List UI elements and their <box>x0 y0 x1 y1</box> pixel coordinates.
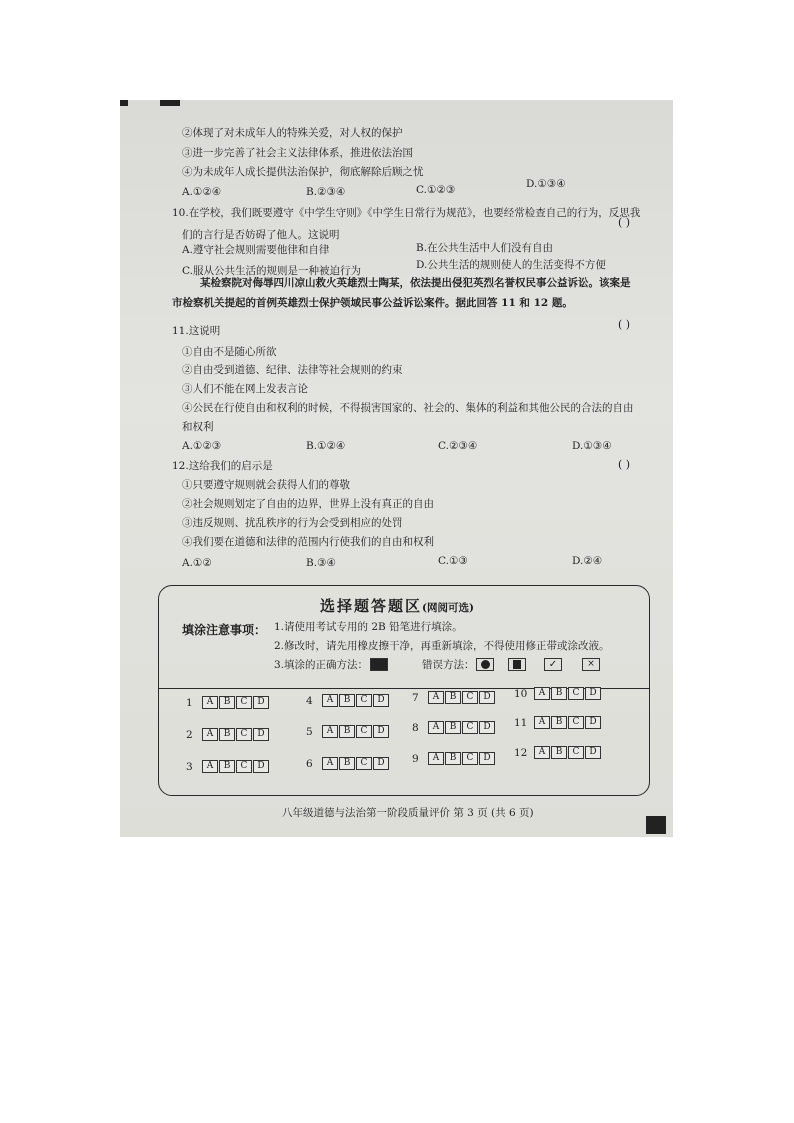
q12-option-3: ③违反规则、扰乱秩序的行为会受到相应的处罚 <box>182 517 403 529</box>
notice-rule-1: 1.请使用考试专用的 2B 铅笔进行填涂。 <box>274 621 463 633</box>
option-b[interactable]: B <box>445 752 461 765</box>
answer-row-1[interactable] <box>186 696 270 709</box>
q12-stem: 12.这给我们的启示是 <box>172 460 273 472</box>
answer-row-5[interactable] <box>306 725 390 738</box>
q12-option-1: ①只要遵守规则就会获得人们的尊敬 <box>182 479 350 491</box>
option-c[interactable]: C <box>568 746 584 759</box>
q10-choice-c: C.服从公共生活的规则是一种被迫行为 <box>182 265 361 277</box>
corner-mark-tl2 <box>160 100 180 106</box>
option-b[interactable]: B <box>219 728 235 741</box>
q12-choice-d: D.②④ <box>572 555 603 567</box>
q9-choice-d: D.①③④ <box>526 178 566 190</box>
answer-number: 8 <box>412 721 419 734</box>
corner-mark-tl1 <box>120 100 128 106</box>
q11-choice-b: B.①②④ <box>306 440 346 452</box>
option-c[interactable]: C <box>568 687 584 700</box>
option-d[interactable]: D <box>585 687 601 700</box>
option-b[interactable]: B <box>339 725 355 738</box>
option-d[interactable]: D <box>373 757 389 770</box>
option-b[interactable]: B <box>339 694 355 707</box>
option-a[interactable]: A <box>322 725 338 738</box>
option-a[interactable]: A <box>202 696 218 709</box>
option-c[interactable]: C <box>568 716 584 729</box>
option-c[interactable]: C <box>356 725 372 738</box>
answer-row-2[interactable] <box>186 728 270 741</box>
answer-number: 12 <box>514 746 528 759</box>
answer-row-6[interactable] <box>306 757 390 770</box>
option-b[interactable]: B <box>445 691 461 704</box>
option-c[interactable]: C <box>356 757 372 770</box>
option-b[interactable]: B <box>219 760 235 773</box>
option-d[interactable]: D <box>585 716 601 729</box>
exam-photo <box>120 100 673 837</box>
material-line1: 某检察院对侮辱四川凉山救火英雄烈士陶某，依法提出侵犯英烈名誉权民事公益诉讼。该案是 <box>200 277 631 289</box>
wrong-check-sample: ✓ <box>544 658 562 671</box>
answer-row-11[interactable] <box>514 716 602 729</box>
wrong-dot-sample <box>476 658 494 671</box>
option-a[interactable]: A <box>322 694 338 707</box>
answer-number: 1 <box>186 696 193 709</box>
material-line2: 市检察机关提起的首例英雄烈士保护领域民事公益诉讼案件。据此回答 11 和 12 题。 <box>172 297 573 309</box>
q11-answer-paren: ( ) <box>618 318 631 331</box>
q9-option-4: ④为未成年人成长提供法治保护，彻底解除后顾之忧 <box>182 166 424 178</box>
option-a[interactable]: A <box>428 752 444 765</box>
q9-option-3: ③进一步完善了社会主义法律体系，推进依法治国 <box>182 147 413 159</box>
answer-row-3[interactable] <box>186 760 270 773</box>
q10-choice-d: D.公共生活的规则使人的生活变得不方便 <box>416 259 606 271</box>
answer-row-10[interactable] <box>514 687 602 700</box>
option-d[interactable]: D <box>479 721 495 734</box>
q12-option-4: ④我们要在道德和法律的范围内行使我们的自由和权利 <box>182 536 434 548</box>
option-b[interactable]: B <box>551 716 567 729</box>
answer-number: 7 <box>412 691 419 704</box>
wrong-partial-sample <box>508 658 526 671</box>
option-d[interactable]: D <box>373 725 389 738</box>
q9-choice-a: A.①②④ <box>182 186 222 198</box>
notice-label: 填涂注意事项： <box>182 623 267 637</box>
q11-choice-a: A.①②③ <box>182 440 222 452</box>
option-b[interactable]: B <box>339 757 355 770</box>
option-c[interactable]: C <box>462 691 478 704</box>
answer-row-7[interactable] <box>412 691 496 704</box>
corner-mark-br <box>646 816 666 834</box>
correct-fill-sample <box>370 658 388 671</box>
page-footer: 八年级道德与法治第一阶段质量评价 第 3 页 (共 6 页) <box>282 807 534 819</box>
q11-option-3: ③人们不能在网上发表言论 <box>182 383 308 395</box>
option-a[interactable]: A <box>202 728 218 741</box>
answer-row-4[interactable] <box>306 694 390 707</box>
answer-number: 5 <box>306 725 313 738</box>
option-c[interactable]: C <box>462 752 478 765</box>
option-d[interactable]: D <box>479 691 495 704</box>
answer-number: 4 <box>306 694 313 707</box>
q11-option-4-line2: 和权利 <box>182 421 214 433</box>
q10-answer-paren: ( ) <box>618 216 631 229</box>
option-c[interactable]: C <box>236 760 252 773</box>
option-c[interactable]: C <box>236 728 252 741</box>
option-c[interactable]: C <box>462 721 478 734</box>
option-d[interactable]: D <box>253 760 269 773</box>
q12-choice-a: A.①② <box>182 557 212 569</box>
option-b[interactable]: B <box>445 721 461 734</box>
q10-stem-line1: 10.在学校，我们既要遵守《中学生守则》《中学生日常行为规范》，也要经常检查自己的行为，反思我 <box>172 207 641 219</box>
q12-choice-b: B.③④ <box>306 557 336 569</box>
q11-option-2: ②自由受到道德、纪律、法律等社会规则的约束 <box>182 364 403 376</box>
answer-number: 2 <box>186 728 193 741</box>
q12-answer-paren: ( ) <box>618 458 631 471</box>
option-a[interactable]: A <box>534 746 550 759</box>
q10-stem-line2: 们的言行是否妨碍了他人。这说明 <box>182 229 340 241</box>
q11-choice-c: C.②③④ <box>438 440 478 452</box>
option-a[interactable]: A <box>428 721 444 734</box>
option-d[interactable]: D <box>373 694 389 707</box>
option-b[interactable]: B <box>219 696 235 709</box>
q11-choice-d: D.①③④ <box>572 440 612 452</box>
q10-choice-b: B.在公共生活中人们没有自由 <box>416 242 554 254</box>
option-a[interactable]: A <box>428 691 444 704</box>
answer-number: 6 <box>306 757 313 770</box>
q10-choice-a: A.遵守社会规则需要他律和自律 <box>182 244 330 256</box>
q9-choice-b: B.②③④ <box>306 186 346 198</box>
wrong-cross-sample: × <box>582 658 600 671</box>
option-b[interactable]: B <box>551 687 567 700</box>
option-b[interactable]: B <box>551 746 567 759</box>
option-c[interactable]: C <box>236 696 252 709</box>
notice-rule-3: 3.填涂的正确方法： <box>274 659 369 671</box>
q11-option-1: ①自由不是随心所欲 <box>182 346 277 358</box>
wrong-method-label: 错误方法： <box>422 659 475 671</box>
answer-number: 3 <box>186 760 193 773</box>
answer-row-8[interactable] <box>412 721 496 734</box>
option-d[interactable]: D <box>253 728 269 741</box>
option-d[interactable]: D <box>585 746 601 759</box>
option-d[interactable]: D <box>253 696 269 709</box>
option-a[interactable]: A <box>534 716 550 729</box>
q12-choice-c: C.①③ <box>438 555 468 567</box>
answer-number: 10 <box>514 687 528 700</box>
option-d[interactable]: D <box>479 752 495 765</box>
option-a[interactable]: A <box>202 760 218 773</box>
answer-row-12[interactable] <box>514 746 602 759</box>
answer-number: 9 <box>412 752 419 765</box>
q9-option-2: ②体现了对未成年人的特殊关爱，对人权的保护 <box>182 127 403 139</box>
option-c[interactable]: C <box>356 694 372 707</box>
option-a[interactable]: A <box>322 757 338 770</box>
q11-stem: 11.这说明 <box>172 325 221 337</box>
notice-rule-2: 2.修改时，请先用橡皮擦干净，再重新填涂，不得使用修正带或涂改液。 <box>274 640 610 652</box>
q9-choice-c: C.①②③ <box>416 184 456 196</box>
option-a[interactable]: A <box>534 687 550 700</box>
answer-area-title: 选择题答题区(网阅可选) <box>320 597 474 615</box>
q12-option-2: ②社会规则划定了自由的边界，世界上没有真正的自由 <box>182 498 434 510</box>
answer-number: 11 <box>514 716 528 729</box>
answer-row-9[interactable] <box>412 752 496 765</box>
q11-option-4-line1: ④公民在行使自由和权利的时候，不得损害国家的、社会的、集体的利益和其他公民的合法的自由 <box>182 402 634 414</box>
